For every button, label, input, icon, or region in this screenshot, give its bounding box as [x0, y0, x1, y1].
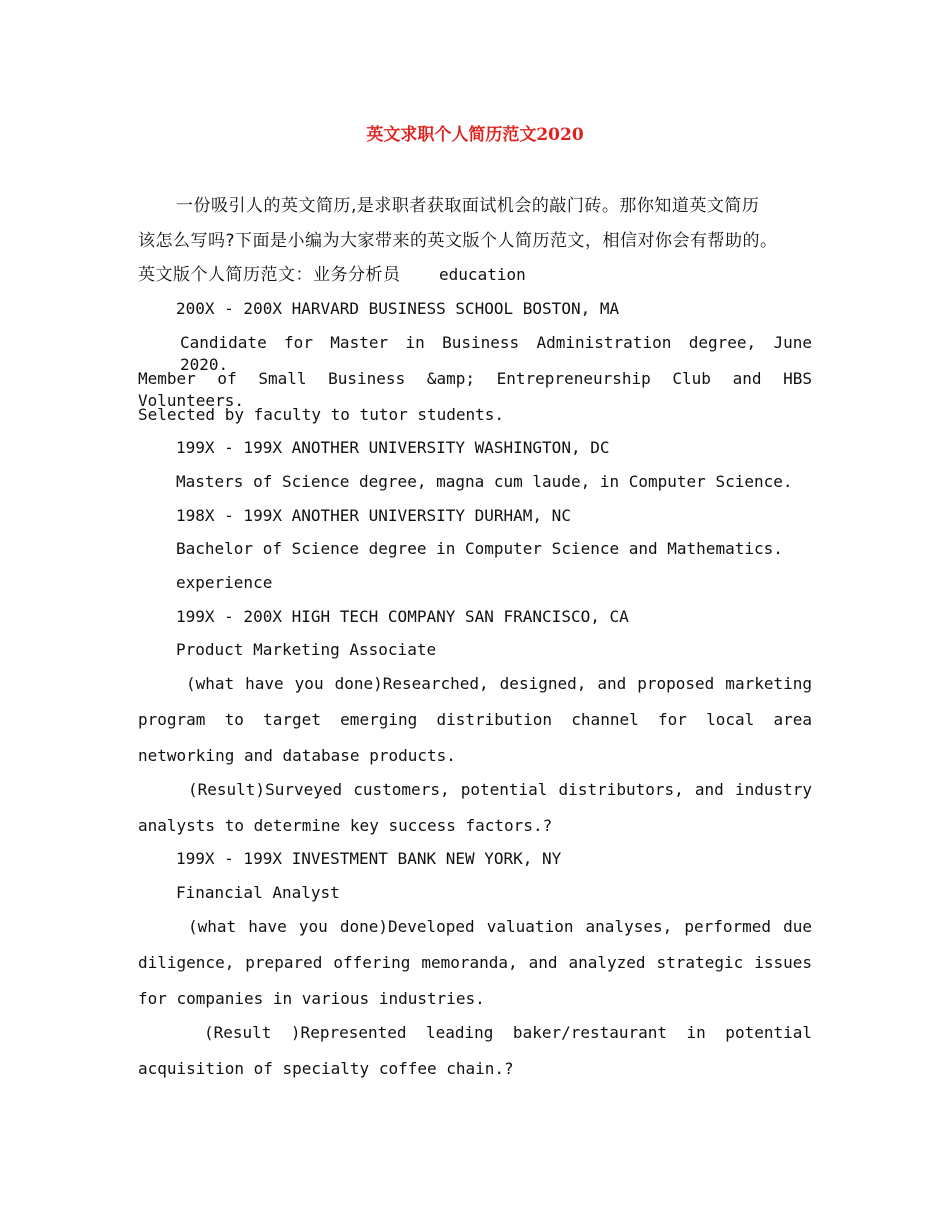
- exp1-result-line-2: analysts to determine key success factors.?: [138, 816, 553, 835]
- edu2-heading: 199X - 199X ANOTHER UNIVERSITY WASHINGTON, DC: [176, 438, 610, 457]
- exp2-heading: 199X - 199X INVESTMENT BANK NEW YORK, NY: [176, 849, 562, 868]
- intro-line-3: [138, 264, 812, 286]
- exp2-done-line-1: (what have you done)Developed valuation analyses, performed due: [188, 917, 812, 936]
- exp2-result-line-2: acquisition of specialty coffee chain.?: [138, 1059, 514, 1078]
- exp1-heading: 199X - 200X HIGH TECH COMPANY SAN FRANCISCO, CA: [176, 607, 629, 626]
- education-heading: education: [400, 265, 526, 284]
- exp2-result-line-1: (Result )Represented leading baker/restaurant in potential: [204, 1023, 812, 1042]
- exp1-result-line-1: (Result)Surveyed customers, potential distributors, and industry: [188, 780, 812, 799]
- intro-line-1: 一份吸引人的英文简历,是求职者获取面试机会的敲门砖。那你知道英文简历: [176, 196, 760, 216]
- edu2-detail: Masters of Science degree, magna cum laude, in Computer Science.: [176, 472, 793, 491]
- exp2-done-line-3: for companies in various industries.: [138, 989, 485, 1008]
- exp2-done-line-2: diligence, prepared offering memoranda, and analyzed strategic issues: [138, 953, 812, 972]
- exp1-done-line-2: program to target emerging distribution channel for local area: [138, 710, 812, 729]
- intro-line-3-cn: 英文版个人简历范文：业务分析员: [138, 265, 401, 285]
- edu1-detail-line-3: Selected by faculty to tutor students.: [138, 405, 505, 424]
- exp1-role: Product Marketing Associate: [176, 640, 437, 659]
- edu1-heading: 200X - 200X HARVARD BUSINESS SCHOOL BOSTON, MA: [176, 299, 620, 318]
- edu1-detail-line-2: Member of Small Business &amp; Entrepreneurship Club and HBS Volunteers.: [138, 369, 812, 410]
- edu3-detail: Bachelor of Science degree in Computer Science and Mathematics.: [176, 539, 783, 558]
- experience-heading: experience: [176, 573, 273, 592]
- exp1-done-line-3: networking and database products.: [138, 746, 456, 765]
- document-title: 英文求职个人简历范文2020: [366, 125, 584, 145]
- exp2-role: Financial Analyst: [176, 883, 340, 902]
- edu3-heading: 198X - 199X ANOTHER UNIVERSITY DURHAM, NC: [176, 506, 571, 525]
- edu1-detail-line-1: Candidate for Master in Business Administration degree, June 2020.: [180, 333, 812, 374]
- intro-line-2: 该怎么写吗?下面是小编为大家带来的英文版个人简历范文，相信对你会有帮助的。: [138, 231, 778, 251]
- exp1-done-line-1: (what have you done)Researched, designed, and proposed marketing: [186, 674, 812, 693]
